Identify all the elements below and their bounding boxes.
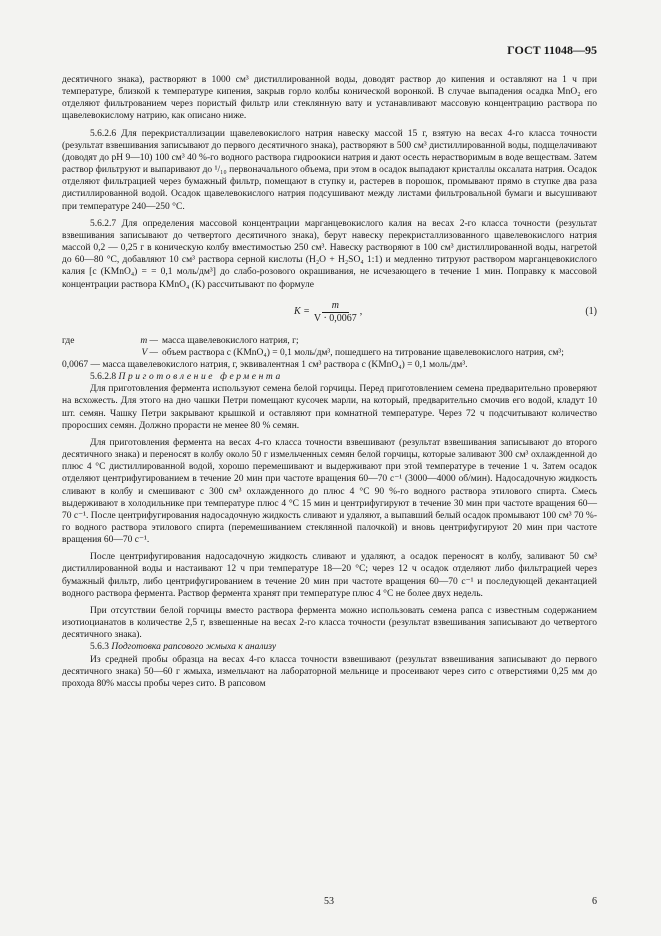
paragraph-centrifugation: После центрифугирования надосадочную жидкость сливают и удаляют, а осадок переносят в колбу, заливают 50 см³ дистиллированной воды и настаивают 12 ч при температуре 18—20 °С; через 12 ч осадок отделяют либо фильтрацией через бумажный фильтр, либо центрифугированием в течение 20 мин при частоте вращения 60—70 с⁻¹ и последующей декантацией водного раствора фермента. Раствор фермента хранят при температуре плюс 4 °С не более двух недель. — [62, 552, 597, 599]
where-symbol: m — — [140, 335, 158, 346]
paragraph-enzyme-prep: Для приготовления фермента на весах 4-го класса точности взвешивают (результат взвешивания записывают до второго десятичного знака) и переносят в колбу около 50 г измельченных семян белой горчицы, которые заливают 300 см³ охлажденной до плюс 4 °С дистиллированной водой, хорошо перемешивают и выдерживают при этой температуре в течение 1 ч. Затем осадок отделяют центрифугированием в течение 20 мин при частоте вращения 60—70 с⁻¹ (3000—4000 об/мин). Надосадочную жидкость сливают в колбу и смешивают с 300 см³ охлажденного до плюс 4 °С 90 %-го водного раствора этилового спирта. Смесь выдерживают в холодильнике при температуре плюс 4 °С 15 мин и центрифугируют в течение 30 мин при частоте вращения 60—70 с⁻¹. После центрифугирования надосадочную жидкость сливают и удаляют, а выпавший белый осадок промывают 100 см³ 70 %-го водного раствора этилового спирта (перемешиванием стеклянной палочкой) и вновь центрифугируют 20 мин при частоте вращения 60—70 с⁻¹. — [62, 437, 597, 546]
where-row-m — [62, 335, 597, 347]
where-lead: где — [62, 335, 75, 346]
where-row-constant: 0,0067 — масса щавелевокислого натрия, г, эквивалентная 1 см³ раствора c (KMnO₄) = 0,1 моль/дм³. — [62, 359, 468, 370]
formula-trail: , — [359, 306, 363, 318]
formula-number: (1) — [585, 305, 597, 317]
paragraph-5-6-2-6: 5.6.2.6 Для перекристаллизации щавелевокислого натрия навеску массой 15 г, взятую на весах 4-го класса точности (результат взвешивания записывают до первого десятичного знака), растворяют в 500 см³ дистиллированной воды, подщелачивают (доводят до pH 9—10) 100 см³ 40 %-го водного раствора гидроокиси натрия и дают осесть нерастворимым в воде веществам. Затем раствор фильтруют и выпаривают до ¹/₁₀ первоначального объема, при этом в осадок выпадают кристаллы оксалата натрия. Осадок отделяют фильтрацией через бумажный фильтр, помещают в ступку и, растерев в порошок, промывают прямо в ступке два раза дистиллированной водой. Осадок щавелевокислого натрия подсушивают между листами фильтровальной бумаги и высушивают при температуре 240—250 °С. — [62, 128, 597, 212]
section-title: Приготовление фермента — [118, 372, 283, 383]
page-number: 53 — [324, 896, 334, 907]
section-number: 5.6.3 — [90, 642, 109, 653]
section-5-6-2-8-heading — [62, 371, 597, 383]
where-symbol: V — — [141, 347, 158, 358]
paragraph-continued: десятичного знака), растворяют в 1000 см³ дистиллированной воды, доводят раствор до кипения и оставляют на 1 ч при температуре, близкой к температуре кипения, закрыв горло колбы конической воронкой. В случае выпадения осадка MnO₂ его отделяют фильтрованием через пористый фильтр или стеклянную вату и устанавливают массовую концентрацию раствора по щавелевокислому натрию, как описано ниже. — [62, 75, 597, 122]
paragraph-seed-check: Для приготовления фермента используют семена белой горчицы. Перед приготовлением семена предварительно проверяют на всхожесть. Для этого на дно чашки Петри помещают кусочек марли, на который, предварительно смочив его водой, кладут 10 шт. семян. Чашку Петри закрывают крышкой и оставляют при комнатной температуре. Через 72 ч подсчитывают количество проросших семян. Должно прорасти не менее 80 % семян. — [62, 384, 597, 431]
formula-1 — [62, 297, 597, 331]
section-5-6-3-heading — [62, 641, 597, 653]
document-body — [62, 74, 597, 690]
formula-numerator: m — [322, 300, 349, 313]
document-code: ГОСТ 11048—95 — [507, 43, 597, 57]
paragraph-5-6-2-7: 5.6.2.7 Для определения массовой концентрации марганцевокислого калия на весах 2-го класса точности (результат взвешивания записывают до четвертого десятичного знака), берут навеску перекристаллизованного щавелевокислого натрия массой 0,2 — 0,25 г в коническую колбу вместимостью 250 см³. Навеску растворяют в 100 см³ дистиллированной воды, нагретой до 60—80 °С, добавляют 10 см³ раствора серной кислоты (H₂O + H₂SO₄ 1:1) и медленно титруют раствором марганцевокислого калия [c (KMnO₄) = = 0,1 моль/дм³] до слабо-розового окрашивания, не исчезающего в течение 1 мин. Поправку к массовой концентрации раствора KMnO₄ (K) рассчитывают по формуле — [62, 218, 597, 290]
formula-lhs: K = — [294, 306, 310, 318]
paragraph-rapeseed-alternative: При отсутствии белой горчицы вместо раствора фермента можно использовать семена рапса с известным содержанием изотиоцианатов в количестве 2,5 г, взвешенные на весах 2-го класса точности (результат взвешивания записывают до четвертого десятичного знака). — [62, 605, 597, 641]
paragraph-sample-prep: Из средней пробы образца на весах 4-го класса точности взвешивают (результат взвешивания записывают до первого десятичного знака) 50—60 г жмыха, измельчают на лабораторной мельнице и просеивают через сито с отверстиями 0,25 мм до прохода 80% массы пробы через сито. В рапсовом — [62, 654, 597, 689]
section-title: Подготовка рапсового жмыха к анализу — [111, 642, 277, 653]
where-row-v — [62, 347, 597, 359]
sheet-number: 6 — [592, 896, 597, 907]
where-text: масса щавелевокислого натрия, г; — [162, 335, 299, 346]
formula-denominator: V · 0,0067 — [313, 312, 357, 324]
section-number: 5.6.2.8 — [90, 372, 117, 383]
where-text: объем раствора c (KMnO₄) = 0,1 моль/дм³, пошедшего на титрование щавелевокислого натрия, см³; — [162, 347, 564, 358]
